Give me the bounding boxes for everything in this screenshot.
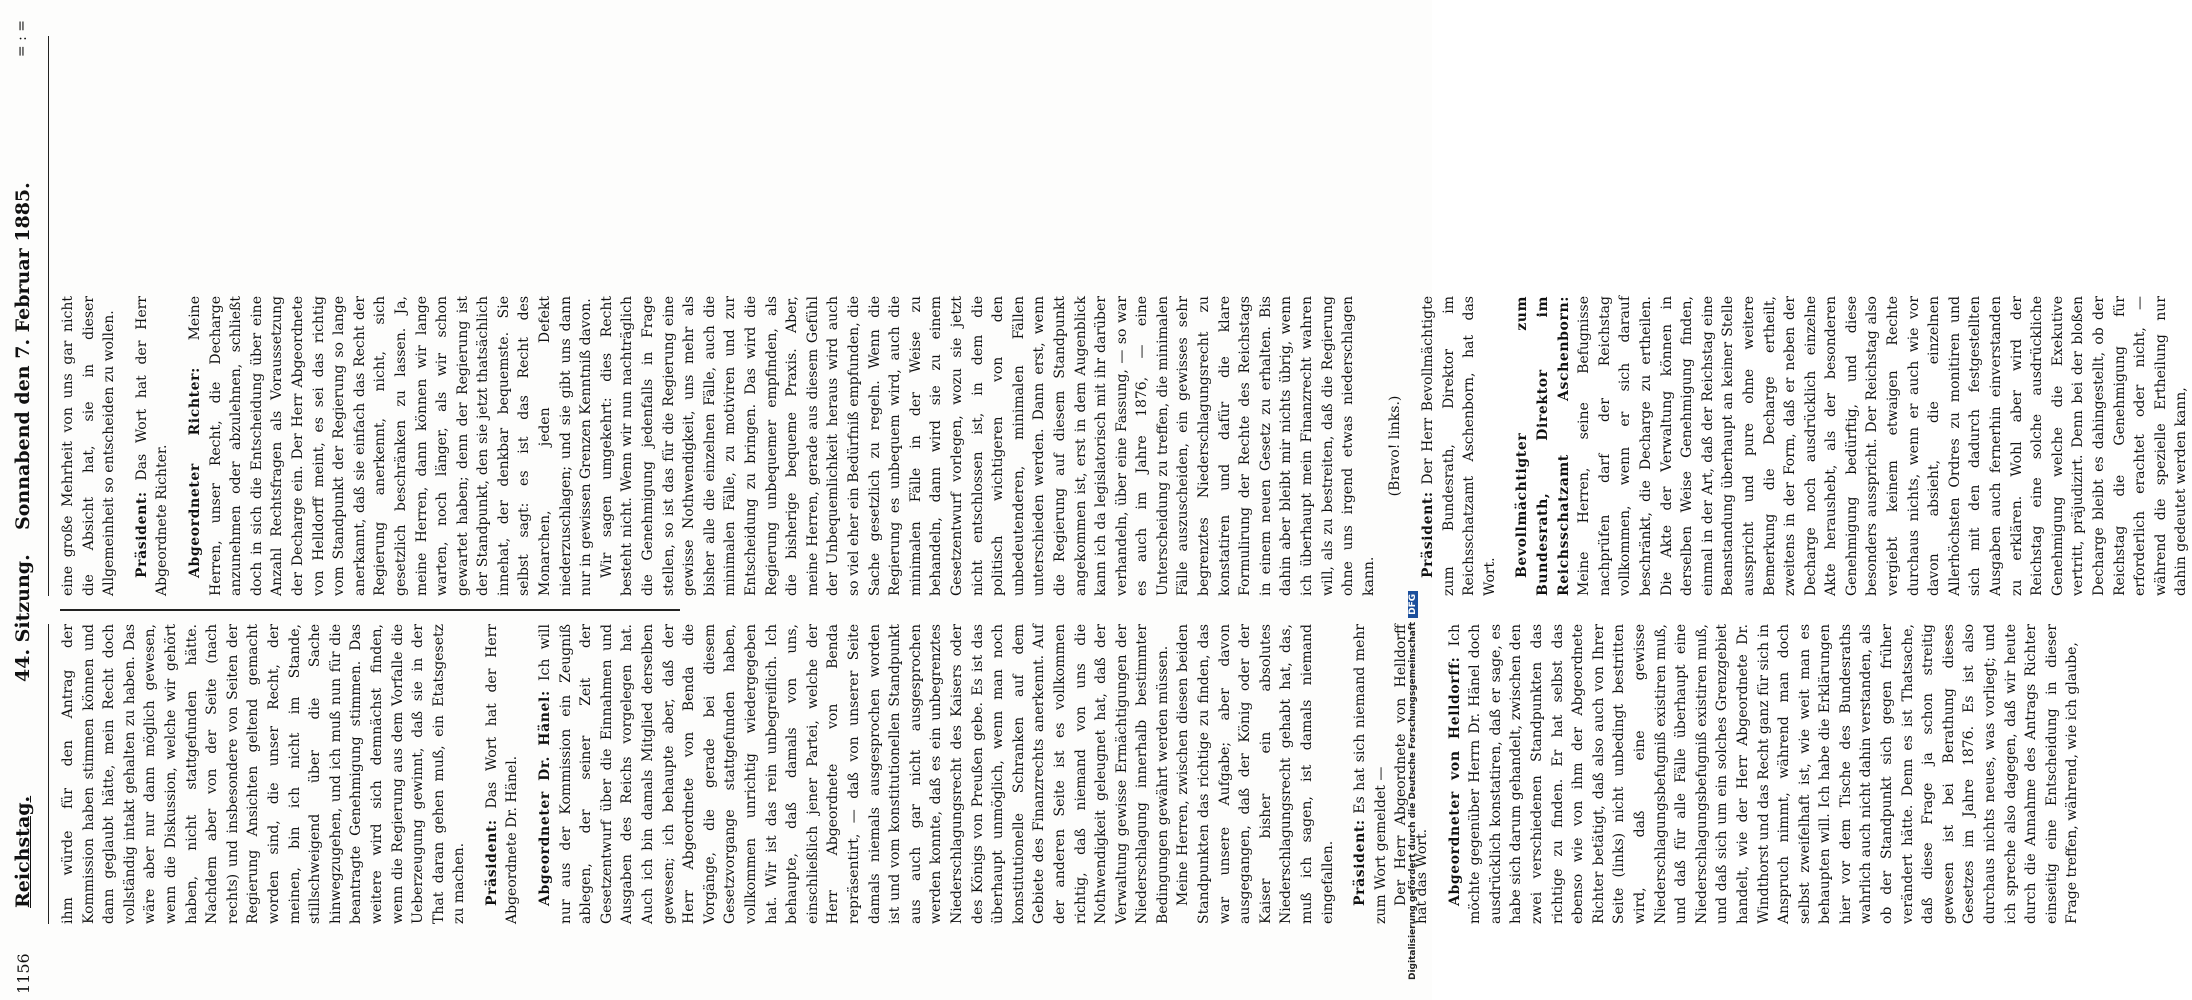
body-paragraph: Meine Herren, zwischen diesen beiden Standpunkten das richtige zu finden, das war unsere Aufgabe; aber davon ausgegangen, daß der König oder der Kaiser bisher ein absolutes Niederschlagungsrecht gehabt hat, das, muß ich sagen, ist damals niemand eingefallen. bbox=[1175, 624, 1336, 924]
page-number: 1156 bbox=[14, 953, 33, 994]
speaker-paragraph bbox=[482, 624, 523, 924]
digitization-footer bbox=[1408, 40, 1424, 980]
speaker-paragraph bbox=[132, 296, 173, 596]
header-rule-left bbox=[48, 624, 49, 924]
running-header bbox=[10, 0, 46, 1000]
speech-text: Meine Herren, unser Recht, die Decharge anzunehmen oder abzulehnen, schließt doch in sich die Entscheidung über eine Anzahl Rechtsfragen als Voraussetzung der Decharge ein. Der Herr Abgeordnete von Helldorff meint, es sei das richtig vom Standpunkt der Regierung so lange anerkannt, daß sie einfach das Recht der Regierung anerkennt, nicht, sich gesetzlich beschränken zu lassen. Ja, meine Herren, dann können wir lange warten, noch länger, als wir schon gewartet haben; denn der Regierung ist der Standpunkt, den sie jetzt thatsächlich innehat, der denkbar bequemste. Sie selbst sagt: es ist das Recht des Monarchen, jeden Defekt niederzuschlagen; und sie gibt uns dann nur in gewissen Grenzen Kenntniß davon. bbox=[186, 296, 595, 596]
speech-text: Meine Herren, seine Befugnisse nachprüfen darf der Reichstag vollkommen, wenn er sich darauf beschränkt, die Decharge zu ertheilen. Die Akte der Verwaltung können in derselben Weise Genehmigung finden, einmal in der Art, daß der Reichstag eine Beanstandung überhaupt an keiner Stelle ausspricht und pure ohne weitere Bemerkung die Decharge ertheilt, zweitens in der Form, daß er neben der Decharge noch ausdrücklich einzelne Akte heraushebt, als der besonderen Genehmigung bedürftig, und diese besonders ausspricht. Der Reichstag also vergiebt keinem etwaigen Rechte durchaus nichts, wenn er auch wie vor davon absieht, die einzelnen Allerhöchsten Ordres zu monitiren und sich mit den dadurch festgestellten Ausgaben auch fernerhin einverstanden zu erklären. Wohl aber wird der Reichstag eine solche ausdrückliche Genehmigung welche die Exekutive vertritt, präjudizirt. Denn bei der bloßen Decharge bleibt es dahingestellt, ob der Reichstag die Genehmigung für erforderlich erachtet oder nicht, — während die spezielle Ertheilung nur dahin gedeutet werden kann, bbox=[1576, 296, 2190, 596]
speaker-paragraph bbox=[535, 624, 1173, 924]
speaker-name: Präsident: bbox=[133, 491, 150, 578]
speech-text: Der Herr Bevollmächtigte zum Bundesrath, Direktor im Reichsschatzamt Aschenborn, hat das Wort. bbox=[1420, 296, 1498, 596]
speaker-paragraph bbox=[1418, 296, 1500, 596]
speaker-name: Präsident: bbox=[1420, 491, 1436, 578]
speech-text: Ich will nur aus der Kommission ein Zeugniß ablegen, der seiner Zeit der Gesetzentwurf über die Einnahmen und Ausgaben des Reichs vorgelegen hat. Auch ich bin damals Mitglied derselben gewesen; ich behaupte aber, daß der Herr Abgeordnete von Benda die Vorgänge, die gerade bei diesem Gesetzvorgange stattgefunden haben, vollkommen unrichtig wiedergegeben hat. Wir ist das rein unbegreiflich. Ich behaupte, daß damals von uns, einschließlich jener Partei, welche der Herr Abgeordnete von Benda repräsentirt, — daß von unserer Seite damals niemals ausgesprochen worden ist und vom konstitutionellen Standpunkt aus auch gar nicht ausgesprochen werden konnte, daß es ein unbegrenztes Niederschlagungsrecht des Kaisers oder des Königs von Preußen gebe. Es ist das überhaupt unmöglich, wenn man noch konstitutionelle Schranken auf dem Gebiete des Finanzrechts anerkennt. Auf der anderen Seite ist es vollkommen richtig, daß niemand von uns die Nothwendigkeit geleugnet hat, daß der Verwaltung gewisse Ermächtigungen der Niederschlagung innerhalb bestimmter Bedingungen gewährt werden müssen. bbox=[537, 624, 1171, 924]
header-mark: = : = bbox=[14, 20, 30, 58]
header-sitting: 44. Sitzung. bbox=[12, 554, 34, 682]
interjection: (Bravo! links.) bbox=[1387, 395, 1404, 497]
body-paragraph: ihm würde für den Antrag der Kommission haben stimmen können und dann geglaubt hätte, mein Recht doch vollständig intakt gehalten zu haben. Das wäre aber nur dann möglich gewesen, wenn die Diskussion, welche wir gehört haben, nicht stattgefunden hätte. Nachdem aber von der Seite (nach rechts) und insbesondere von Seiten der Regierung Ansichten geltend gemacht worden sind, die unser Recht, der meinen, bin ich nicht im Stande, stillschweigend über die Sache hinwegzugehen, und ich muß nun für die beantragte Genehmigung stimmen. Das weitere wird sich demnächst finden, wenn die Regierung aus dem Vorfalle die Ueberzeugung gewinnt, daß sie in der That daran gehen muß, ein Etatsgesetz zu machen. bbox=[60, 624, 468, 924]
column-divider bbox=[60, 609, 680, 611]
speech-text: Das Wort hat der Herr Abgeordnete Dr. Hänel. bbox=[483, 624, 521, 924]
speaker-name: Präsident: bbox=[483, 819, 500, 906]
speech-text: Es hat sich niemand mehr zum Wort gemeldet — bbox=[1352, 624, 1389, 924]
speaker-paragraph bbox=[185, 296, 597, 596]
speaker-name: Bevollmächtigter zum Bundesrath, Direktor im Reichsschatzamt Aschenborn: bbox=[1514, 296, 1572, 596]
body-paragraph: eine große Mehrheit von uns gar nicht die Absicht hat, sie in dieser Allgemeinheit so entscheiden zu wollen. bbox=[60, 296, 118, 596]
header-date: Sonnabend den 7. Februar 1885. bbox=[12, 182, 34, 530]
header-title: Reichstag. bbox=[12, 795, 34, 908]
speaker-paragraph bbox=[1350, 624, 1391, 924]
text-column-right bbox=[58, 296, 2192, 596]
header-rule-right bbox=[48, 36, 49, 596]
speaker-name: Abgeordneter Dr. Hänel: bbox=[537, 690, 554, 906]
speech-text: Ich möchte gegenüber Herrn Dr. Hänel doch ausdrücklich konstatiren, daß er sage, es habe sich darum gehandelt, zwischen den zwei verschiedenen Standpunkten das richtige zu finden. Er hat selbst das ebenso wie von ihm der Abgeordnete Richter betätigt, daß also auch von Ihrer Seite (links) nicht unbedingt bestritten wird, daß eine gewisse Niederschlagungsbefugniß existiren muß, und daß für alle Fälle überhaupt eine Niederschlagungsbefugniß existiren muß, und daß sich um ein solches Grenzgebiet handelt, wie der Herr Abgeordnete Dr. Windthorst und das Recht ganz für sich in Anspruch nimmt, während man doch selbst zweifelhaft ist, wie weit man es behaupten will. Ich habe die Erklärungen hier vor dem Tische des Bundesraths wahrlich auch nicht dahin verstanden, als ob der Standpunkt sich gegen früher verändert hätte. Denn es ist Thatsache, daß diese Frage ja schon streitig gewesen ist bei Berathung dieses Gesetzes im Jahre 1876. Es ist also durchaus nichts neues, was vorliegt; und ich spreche also dagegen, daß wir heute durch die Annahme des Antrags Richter einseitig eine Entscheidung in dieser Frage treffen, während, wie ich glaube, bbox=[1446, 624, 2081, 924]
speech-text: Das Wort hat der Herr Abgeordnete Richter. bbox=[133, 296, 171, 596]
speaker-name: Abgeordneter von Helldorff: bbox=[1446, 656, 1463, 906]
speaker-name: Präsident: bbox=[1352, 819, 1369, 906]
speaker-name: Abgeordneter Richter: bbox=[186, 367, 203, 578]
text-column-left bbox=[58, 624, 2083, 924]
footer-text: Digitalisierung gefördert durch die Deutsche Forschungsgemeinschaft bbox=[1408, 621, 1418, 980]
body-paragraph: Der Herr Abgeordnete von Helldorff hat das Wort. bbox=[1393, 624, 1430, 924]
speaker-paragraph bbox=[1512, 296, 2192, 596]
dfg-logo: DFG bbox=[1408, 591, 1418, 618]
speaker-paragraph bbox=[1445, 624, 2083, 924]
body-paragraph: Wir sagen umgekehrt: dies Recht besteht nicht. Wenn wir nun nachträglich die Genehmigung jedenfalls in Frage stellen, so ist das für die Regierung eine gewisse Nothwendigkeit, uns mehr als bisher alle die einzelnen Fälle, auch die minimalen Fälle, zu motiviren und zur Entscheidung zu bringen. Das wird die Regierung unbequemer empfinden, als die bisherige bequeme Praxis. Aber, meine Herren, gerade aus diesem Gefühl der Unbequemlichkeit heraus wird auch so viel eher ein Bedürfniß empfunden, die Sache gesetzlich zu regeln. Wenn die Regierung es unbequem wird, auch die minimalen Fälle in der Weise zu behandeln, dann wird sie zu einem Gesetzentwurf vorlegen, wozu sie jetzt nicht entschlossen ist, in dem die politisch wichtigeren von den unbedeutenderen, minimalen Fällen unterschieden werden. Dann erst, wenn die Regierung auf diesem Standpunkt angekommen ist, erst in dem Augenblick kann ich da legislatorisch mit ihr darüber verhandeln, über eine Fassung, — so war es auch im Jahre 1876, — eine Unterscheidung zu treffen, die minimalen Fälle auszuscheiden, ein gewisses sehr begrenztes Niederschlagungsrecht zu konstatiren und dafür die klare Formulirung der Rechte des Reichstags in einem neuen Gesetz zu erhalten. Bis dahin aber bleibt mir nichts übrig, wenn ich überhaupt mein Finanzrecht wahren will, als zu bestreiten, daß die Regierung ohne uns irgend etwas niederschlagen kann. bbox=[598, 296, 1377, 596]
